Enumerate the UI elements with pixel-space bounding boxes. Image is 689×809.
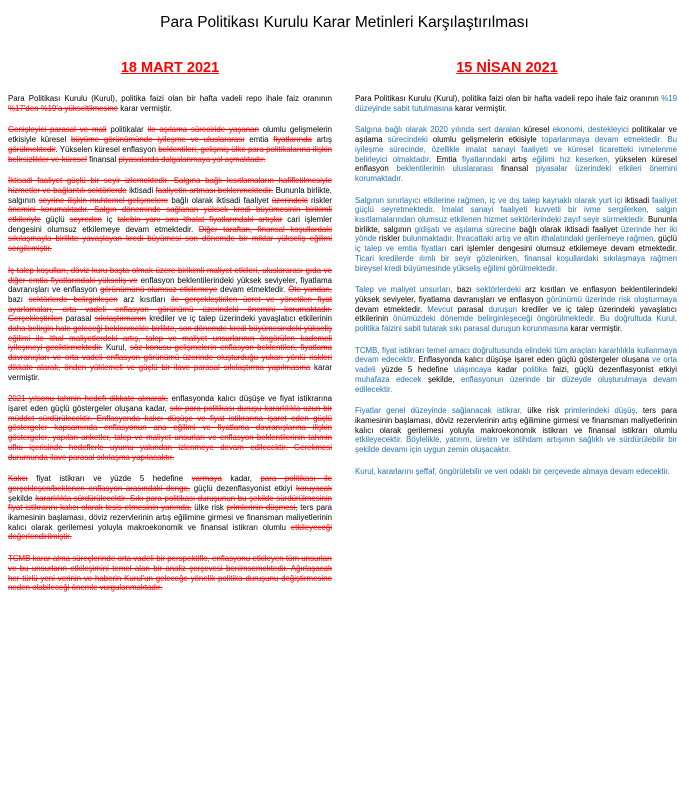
- inserted-text: eğilimi hız keserken,: [532, 154, 610, 164]
- deleted-text: seyrine ilişkin muhtemel gelişmelere: [38, 195, 169, 205]
- unchanged-text: olumlu gelişmelerin etkisiyle: [427, 135, 542, 145]
- inserted-text: ekonomi, destekleyici: [552, 125, 629, 135]
- unchanged-text: politikalar ve aşılama: [355, 125, 677, 145]
- inserted-text: sektörlerdeki: [476, 285, 521, 295]
- unchanged-text: güçlü dezenflasyonist etkiyi: [190, 483, 297, 493]
- right-paragraph: [355, 467, 677, 477]
- deleted-text: daha belirgin hale geleceği beklenmekle birlikte, son dönemde kredi büyümesindeki yükseliş eğilimi ile ithal maliyetlerdeki artış, talep ve maliyet unsurlarının öngörülen kademeli iyileşmeyi geciktirmektedir.: [8, 324, 332, 353]
- inserted-text: primlerindeki düşüş,: [564, 406, 638, 416]
- unchanged-text: olumlu gelişmelerin etkisiyle küresel: [8, 125, 333, 145]
- inserted-text: Ticari kredilerde ılımlı bir seyir gözlenirken, finansal koşullardaki sıkılaşmaya rağmen bireysel kredi büyümesinde yükseliş eğilimi görülmektedir.: [355, 253, 677, 273]
- unchanged-text: cari işlemler dengesini olumsuz etkilemeye devam etmektedir.: [446, 244, 678, 254]
- deleted-text: İç talep koşulları, döviz kuru başta olmak üzere birikimli maliyet etkileri, uluslararası gıda ve diğer emtia fiyatlarındaki yükseliş ve: [8, 265, 332, 285]
- inserted-text: ulaşıncaya: [453, 365, 492, 375]
- deleted-text: etkileyeceği değerlendirilmiştir.: [8, 522, 332, 542]
- unchanged-text: karar vermiştir.: [568, 324, 623, 334]
- left-paragraph: [8, 554, 332, 593]
- inserted-text: enflasyonun üzerinde bir düzeyde oluşturulmaya devam edilecektir.: [355, 374, 677, 394]
- deleted-text: para politikası ile gerçekleşen/beklenen enflasyon arasındaki denge,: [8, 474, 333, 493]
- unchanged-text: Para Politikası Kurulu (Kurul), politika faizi olan bir hafta vadeli repo ihale faiz oranının: [355, 94, 662, 103]
- left-paragraph: [8, 266, 332, 382]
- left-column-text: [8, 94, 332, 605]
- deleted-text: fiyatlarında: [273, 135, 312, 145]
- deleted-text: kararlılıkla sürdürülecektir. Sıkı para politikası duruşunun bu şekilde sürdürülmesinin fiyat istikrarını kalıcı olarak tesis etmesinin yanında,: [8, 493, 332, 513]
- unchanged-text: parasal: [452, 304, 489, 314]
- inserted-text: önümüzdeki dönemde belirginleşeceği öngörülmektedir. Bu doğrultuda Kurul, politika faizini sabit tutarak sıkı parasal duruşun korunmasına: [355, 314, 677, 334]
- deleted-text: 2021 yılsonu tahmin hedefi dikkate alınarak,: [8, 394, 169, 404]
- unchanged-text: finansal: [86, 154, 119, 164]
- unchanged-text: Bununla birlikte, salgının: [355, 215, 677, 234]
- unchanged-text: Kurul,: [102, 343, 130, 353]
- unchanged-text: artış: [311, 135, 332, 145]
- inserted-text: etkileyecektir. Böylelikle, yatırım, üretim ve istihdam artışının sağlıklı ve sürdürülebilir bir şekilde devamı için uygun zemin oluşacaktır.: [355, 435, 677, 455]
- unchanged-text: karar vermiştir.: [8, 362, 333, 382]
- unchanged-text: artış: [506, 154, 533, 164]
- left-paragraph: [8, 394, 332, 462]
- unchanged-text: şekilde: [8, 493, 36, 503]
- deleted-text: Genişleyici parasal ve mali: [8, 125, 107, 135]
- unchanged-text: emtia: [244, 135, 274, 145]
- deleted-text: sıkılaştırmanın: [94, 314, 146, 324]
- unchanged-text: iktisadi: [622, 195, 652, 205]
- inserted-text: bulunmaktadır. İhracattaki artış ve altın ithalatındaki gerilemeye rağmen,: [402, 234, 656, 244]
- unchanged-text: riskler: [376, 234, 403, 244]
- deleted-text: talebin yanı sıra ithalat fiyatlarındaki artışlar: [117, 215, 283, 225]
- left-paragraph: [8, 125, 332, 164]
- unchanged-text: yükselen küresel enflasyon: [355, 154, 677, 174]
- deleted-text: faaliyetin artması beklenmektedir.: [155, 185, 274, 195]
- unchanged-text: kadar,: [221, 474, 261, 484]
- right-column-text: [355, 94, 677, 489]
- inserted-text: Mevcut: [427, 304, 453, 314]
- inserted-text: gidişatı ve aşılama sürecine: [414, 224, 516, 234]
- inserted-text: muhafaza edecek: [355, 374, 422, 384]
- right-paragraph: [355, 406, 677, 455]
- unchanged-text: fiyat istikrarı ve yüzde 5 hedefine: [27, 474, 192, 484]
- unchanged-text: iktisadi: [126, 185, 156, 195]
- unchanged-text: riskler: [307, 195, 332, 205]
- deleted-text: varmaya: [191, 474, 222, 484]
- deleted-text: Kalıcı: [8, 474, 28, 484]
- unchanged-text: politikalar: [106, 125, 148, 135]
- unchanged-text: devam etmektedir.: [355, 304, 428, 314]
- deleted-text: büyüme görünümünde iyileşme ve uluslararası: [71, 135, 245, 145]
- unchanged-text: cari işlemler dengesini olumsuz etkilemeye devam etmektedir.: [8, 215, 333, 234]
- unchanged-text: kadar: [491, 365, 523, 375]
- deleted-text: İktisadi faaliyet güçlü bir seyir izlemektedir. Salgına bağlı kısıtlamaların hafifletilmesiyle hizmetler ve bağlantılı sektörlerde: [8, 176, 332, 195]
- unchanged-text: enflasyon beklentilerindeki yüksek seviyeler, fiyatlama davranışları ve enflasyon: [8, 275, 332, 295]
- unchanged-text: şekilde,: [421, 374, 461, 384]
- inserted-text: faaliyet güçlü seyretmektedir. İmalat sanayi faaliyeti kuvvetli bir ivme sergilerken, salgın kısıtlamalarından olumsuz etkilenen hizmet sektörlerindeki zayıf seyir sürmektedir.: [355, 195, 677, 225]
- inserted-text: Fiyatlar genel düzeyinde sağlanacak istikrar,: [355, 406, 522, 416]
- deleted-text: üzerindeki: [271, 195, 308, 205]
- unchanged-text: devam etmektedir.: [217, 285, 289, 295]
- inserted-text: politika: [522, 365, 548, 375]
- inserted-text: beklentilerinin uluslararası: [396, 164, 494, 174]
- inserted-text: ve orta vadeli: [355, 355, 678, 375]
- unchanged-text: ters para ikamesinin başlaması, döviz rezervlerinin artış eğilimine girmesi ve finansman maliyetlerinin kalıcı olarak gerilemesi yoluyla makroekonomik istikrarı ve finansal istikrarı olumlu: [355, 406, 677, 435]
- deleted-text: Öte yandan,: [288, 285, 332, 295]
- right-column-heading: 15 NİSAN 2021: [456, 60, 558, 76]
- deleted-text: seyreden: [69, 215, 102, 225]
- unchanged-text: yüzde 5 hedefine: [375, 365, 454, 375]
- deleted-text: Diğer taraftan, finansal koşullardaki sıkılaşmayla birlikte yavaşlayan kredi büyümesi son dönemde bir miktar yükseliş eğilimi sergilemiştir.: [8, 224, 332, 254]
- inserted-text: sürecindeki: [387, 135, 428, 145]
- inserted-text: temel amacı doğrultusunda elindeki tüm araçları kararlılıkla kullanmaya devam edecektir.: [355, 345, 677, 365]
- right-paragraph: [355, 346, 677, 395]
- inserted-text: iç talep ve emtia fiyatları: [355, 244, 447, 254]
- unchanged-text: güçlü: [40, 215, 70, 225]
- deleted-text: söz konusu gelişmelerin enflasyon beklentileri, fiyatlama davranışları ve orta vadeli enflasyon görünümü üzerinde oluşturduğu yukarı yönlü riskleri dikkate alarak, önden yüklemeli ve güçlü bir ilave parasal sıkılaştırma yapılmasına: [8, 343, 332, 372]
- inserted-text: TCMB, fiyat istikrarı: [355, 345, 427, 355]
- unchanged-text: krediler ve iç talep üzerindeki yavaşlatıcı etkilerinin: [355, 304, 677, 324]
- unchanged-text: Para Politikası Kurulu (Kurul), politika faizi olan bir hafta vadeli repo ihale faiz oranının: [8, 94, 332, 103]
- right-paragraph: [355, 196, 677, 274]
- right-paragraph: [355, 125, 677, 183]
- inserted-text: duruşun: [488, 304, 517, 314]
- inserted-text: Salgına bağlı olarak 2020 yılında sert daralan: [355, 125, 521, 135]
- deleted-text: önemini korumaktadır. Salgın döneminde sağlanan yüksek kredi büyümesinin birikimli etkileriyle: [8, 205, 332, 225]
- unchanged-text: karar vermiştir.: [452, 103, 507, 113]
- deleted-text: görünümünü olumsuz etkilemeye: [100, 285, 218, 295]
- inserted-text: fiyatlarındaki: [462, 154, 507, 164]
- unchanged-text: ters para ikamesinin başlaması, döviz rezervlerinin artış eğilimine girmesi ve finansman maliyetlerinin kalıcı olarak gerilemesi yoluyla makroekonomik ve finansal istikrarı olumlu: [8, 503, 332, 532]
- deleted-text: koruyacak: [296, 483, 332, 493]
- inserted-text: %19 düzeyinde sabit tutulmasına: [355, 94, 677, 113]
- unchanged-text: küresel: [520, 125, 553, 135]
- deleted-text: sıkı para politikası duruşu kararlılıkla uzun bir müddet sürdürülecektir. Enflasyonda kalıcı düşüşe ve fiyat istikrarına işaret eden güçlü göstergeler kapsamında enflasyonun ana eğilimi ve fiyatlama davranışlarına ilişkin göstergeler, yapılan anketler, talep ve maliyet unsurları ve enflasyon beklentilerinin tahmin ufku içerisinde hedeflerle uyumu yakından izlenmeye devam edilecektir. Gerekmesi durumunda ilave parasal sıkılaşma yapılacaktır.: [8, 403, 332, 462]
- unchanged-text: bazı: [8, 294, 29, 304]
- left-column-heading: 18 MART 2021: [120, 60, 220, 76]
- left-paragraph: [8, 94, 332, 113]
- right-paragraph: [355, 285, 677, 334]
- unchanged-text: arz kısıtları ve enflasyon beklentilerindeki yüksek seviyeler, fiyatlama davranışları ve enflasyon: [355, 285, 677, 304]
- inserted-text: görünümü üzerinde risk oluşturmaya: [546, 294, 677, 304]
- unchanged-text: karar vermiştir.: [118, 103, 172, 113]
- deleted-text: ile aşılama süreciride yaşanan: [147, 125, 259, 135]
- unchanged-text: faizi, güçlü dezenflasyonist etkiyi: [547, 365, 677, 375]
- deleted-text: primlerinin düşmesi,: [226, 503, 298, 513]
- unchanged-text: Emtia: [431, 154, 463, 164]
- right-paragraph: [355, 94, 677, 113]
- inserted-text: toparlanmaya devam etmektedir. Bu iyileşme sürecinde, özellikle imalat sanayi faaliyeti ve küresel ticaretteki ivmelenme belirleyici olmaktadır.: [355, 135, 677, 164]
- inserted-text: Kurul, kararlarını şeffaf, öngörülebilir ve veri odaklı bir çerçevede almaya devam edecektir.: [355, 466, 670, 476]
- inserted-text: piyasalar üzerindeki etkileri önemini korumaktadır.: [355, 164, 677, 183]
- left-paragraph: [8, 474, 332, 542]
- deleted-text: beklentileri, gelişmiş ülke para politikalarına ilişkin belirsizlikler ve küresel: [8, 144, 332, 164]
- deleted-text: piyasalarda dalgalanmaya yol açmaktadır.: [118, 154, 266, 164]
- unchanged-text: Bununla birlikte, salgının: [8, 185, 332, 205]
- unchanged-text: bazı: [452, 285, 477, 295]
- unchanged-text: ülke risk: [191, 503, 227, 513]
- deleted-text: TCMB karar alma süreçlerinde orta vadeli bir perspektifle, enflasyonu etkileyen tüm unsurları ve bu unsurların etkileşimini temel alan bir analiz çerçevesi benimsemektedir. Ağırlaşacak her türlü yeni verinin ve haberin Kurul'un geleceğe yönelik politika duruşunu değiştirmesine neden olabileceği önemle vurgulanmaktadır.: [8, 554, 332, 593]
- unchanged-text: krediler ve iç talep üzerindeki yavaşlatıcı etkilerinin: [146, 314, 333, 324]
- unchanged-text: enflasyonda kalıcı düşüşe ve fiyat istikrarına işaret eden güçlü göstergeler oluşana kadar,: [8, 394, 333, 413]
- left-paragraph: [8, 176, 332, 254]
- page-title: Para Politikası Kurulu Karar Metinleri Karşılaştırılması: [160, 14, 529, 31]
- unchanged-text: . Yükselen küresel enflasyon: [55, 144, 159, 154]
- unchanged-text: bağlı olarak iktisadi faaliyet: [515, 224, 621, 234]
- deleted-text: görülmektedir: [8, 144, 56, 154]
- unchanged-text: ülke risk: [521, 406, 565, 416]
- unchanged-text: finansal: [493, 164, 536, 174]
- deleted-text: sektörlerde belirginleşen: [28, 294, 118, 304]
- inserted-text: Talep ve maliyet unsurları,: [355, 285, 453, 295]
- inserted-text: Salgının sınırlayıcı etkilerine rağmen, iç ve dış talep kaynaklı olarak yurt içi: [355, 195, 623, 205]
- deleted-text: ile gerçekleştirilen ücret ve yönetilen fiyat ayarlamaları, orta vadeli enflasyon görünümü üzerindeki önemini korumaktadır. Gerçekleştirilen: [8, 294, 333, 324]
- unchanged-text: Enflasyonda kalıcı düşüşe işaret eden güçlü göstergeler oluşana: [415, 355, 653, 365]
- unchanged-text: iç: [101, 215, 118, 225]
- unchanged-text: parasal: [62, 314, 95, 324]
- unchanged-text: arz kısıtları: [117, 294, 172, 304]
- inserted-text: üzerinde her iki yönde: [355, 224, 677, 244]
- deleted-text: %17'den %19'a yükseltilmesine: [8, 103, 119, 113]
- unchanged-text: bağlı olarak iktisadi faaliyet: [168, 195, 272, 205]
- unchanged-text: güçlü: [655, 234, 677, 244]
